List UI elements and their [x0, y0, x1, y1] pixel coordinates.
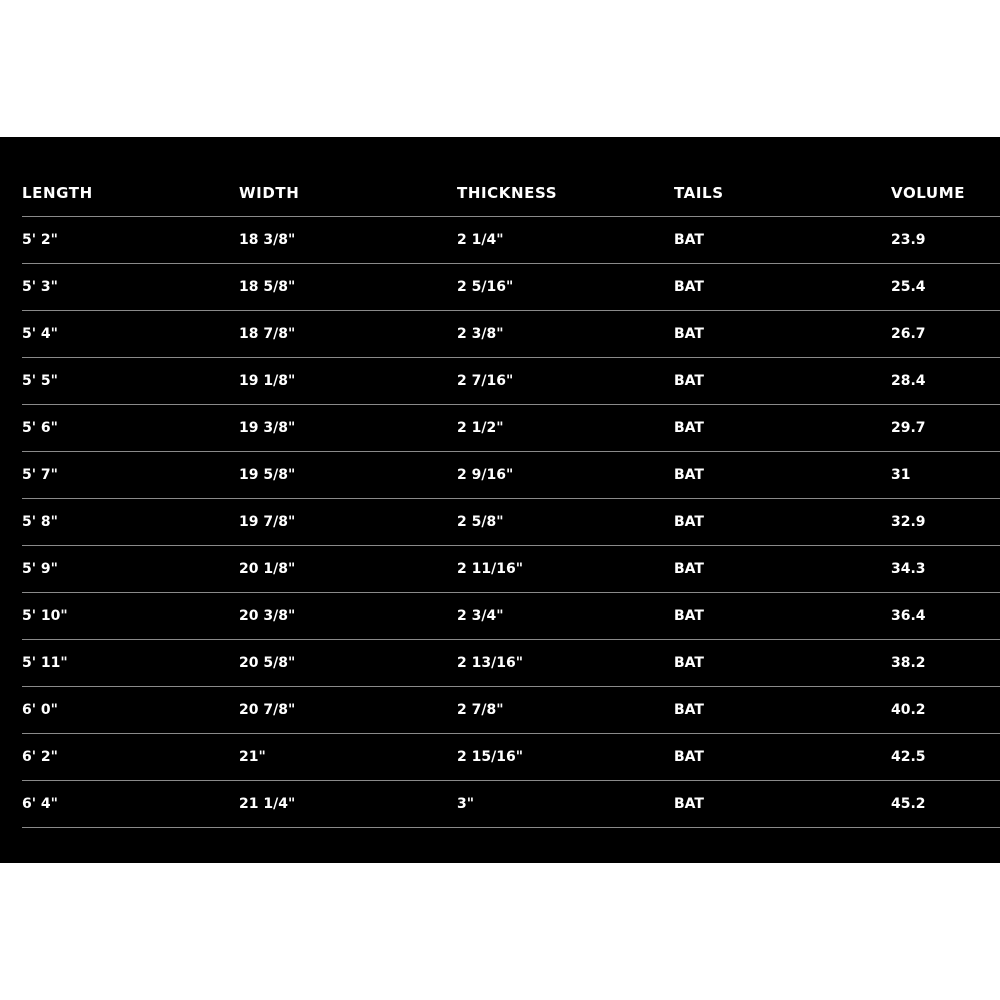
- cell-thickness: 3": [457, 781, 674, 828]
- header-volume: VOLUME: [891, 169, 1000, 217]
- cell-tails: BAT: [674, 264, 891, 311]
- cell-length: 5' 8": [22, 499, 239, 546]
- cell-thickness: 2 13/16": [457, 640, 674, 687]
- cell-thickness: 2 11/16": [457, 546, 674, 593]
- table-row: [22, 593, 1000, 640]
- cell-volume: 45.2: [891, 781, 1000, 828]
- cell-tails: BAT: [674, 687, 891, 734]
- cell-width: 19 7/8": [239, 499, 457, 546]
- size-chart-panel: [0, 137, 1000, 863]
- cell-width: 19 1/8": [239, 358, 457, 405]
- table-body: [22, 217, 1000, 828]
- cell-tails: BAT: [674, 358, 891, 405]
- table-row: [22, 358, 1000, 405]
- cell-length: 5' 6": [22, 405, 239, 452]
- header-tails: TAILS: [674, 169, 891, 217]
- cell-volume: 42.5: [891, 734, 1000, 781]
- cell-width: 20 7/8": [239, 687, 457, 734]
- cell-length: 5' 2": [22, 217, 239, 264]
- table-row: [22, 640, 1000, 687]
- cell-tails: BAT: [674, 546, 891, 593]
- cell-length: 6' 0": [22, 687, 239, 734]
- cell-length: 5' 11": [22, 640, 239, 687]
- cell-width: 19 3/8": [239, 405, 457, 452]
- header-length: LENGTH: [22, 169, 239, 217]
- cell-length: 6' 2": [22, 734, 239, 781]
- cell-volume: 31: [891, 452, 1000, 499]
- table-row: [22, 734, 1000, 781]
- cell-width: 18 7/8": [239, 311, 457, 358]
- cell-volume: 26.7: [891, 311, 1000, 358]
- cell-tails: BAT: [674, 593, 891, 640]
- table-row: [22, 217, 1000, 264]
- cell-length: 5' 7": [22, 452, 239, 499]
- table-row: [22, 781, 1000, 828]
- cell-width: 18 5/8": [239, 264, 457, 311]
- table-row: [22, 499, 1000, 546]
- cell-volume: 28.4: [891, 358, 1000, 405]
- cell-tails: BAT: [674, 499, 891, 546]
- cell-tails: BAT: [674, 781, 891, 828]
- cell-tails: BAT: [674, 405, 891, 452]
- cell-thickness: 2 9/16": [457, 452, 674, 499]
- cell-width: 18 3/8": [239, 217, 457, 264]
- cell-volume: 25.4: [891, 264, 1000, 311]
- cell-tails: BAT: [674, 640, 891, 687]
- cell-width: 20 5/8": [239, 640, 457, 687]
- cell-volume: 23.9: [891, 217, 1000, 264]
- cell-thickness: 2 7/16": [457, 358, 674, 405]
- cell-thickness: 2 1/2": [457, 405, 674, 452]
- cell-thickness: 2 5/8": [457, 499, 674, 546]
- cell-length: 5' 3": [22, 264, 239, 311]
- size-chart-table: [22, 169, 1000, 828]
- table-row: [22, 687, 1000, 734]
- cell-thickness: 2 7/8": [457, 687, 674, 734]
- cell-tails: BAT: [674, 734, 891, 781]
- cell-volume: 32.9: [891, 499, 1000, 546]
- cell-thickness: 2 3/4": [457, 593, 674, 640]
- table-row: [22, 452, 1000, 499]
- cell-length: 5' 5": [22, 358, 239, 405]
- cell-width: 20 3/8": [239, 593, 457, 640]
- table-row: [22, 546, 1000, 593]
- cell-width: 20 1/8": [239, 546, 457, 593]
- cell-length: 6' 4": [22, 781, 239, 828]
- table-row: [22, 405, 1000, 452]
- cell-tails: BAT: [674, 311, 891, 358]
- cell-volume: 29.7: [891, 405, 1000, 452]
- cell-length: 5' 9": [22, 546, 239, 593]
- table-header-row: [22, 169, 1000, 217]
- cell-volume: 34.3: [891, 546, 1000, 593]
- header-width: WIDTH: [239, 169, 457, 217]
- table-row: [22, 264, 1000, 311]
- cell-width: 19 5/8": [239, 452, 457, 499]
- table-row: [22, 311, 1000, 358]
- cell-volume: 40.2: [891, 687, 1000, 734]
- header-thickness: THICKNESS: [457, 169, 674, 217]
- cell-volume: 36.4: [891, 593, 1000, 640]
- cell-thickness: 2 3/8": [457, 311, 674, 358]
- cell-width: 21 1/4": [239, 781, 457, 828]
- cell-length: 5' 4": [22, 311, 239, 358]
- cell-width: 21": [239, 734, 457, 781]
- cell-thickness: 2 5/16": [457, 264, 674, 311]
- cell-thickness: 2 15/16": [457, 734, 674, 781]
- cell-tails: BAT: [674, 452, 891, 499]
- cell-volume: 38.2: [891, 640, 1000, 687]
- cell-length: 5' 10": [22, 593, 239, 640]
- cell-tails: BAT: [674, 217, 891, 264]
- cell-thickness: 2 1/4": [457, 217, 674, 264]
